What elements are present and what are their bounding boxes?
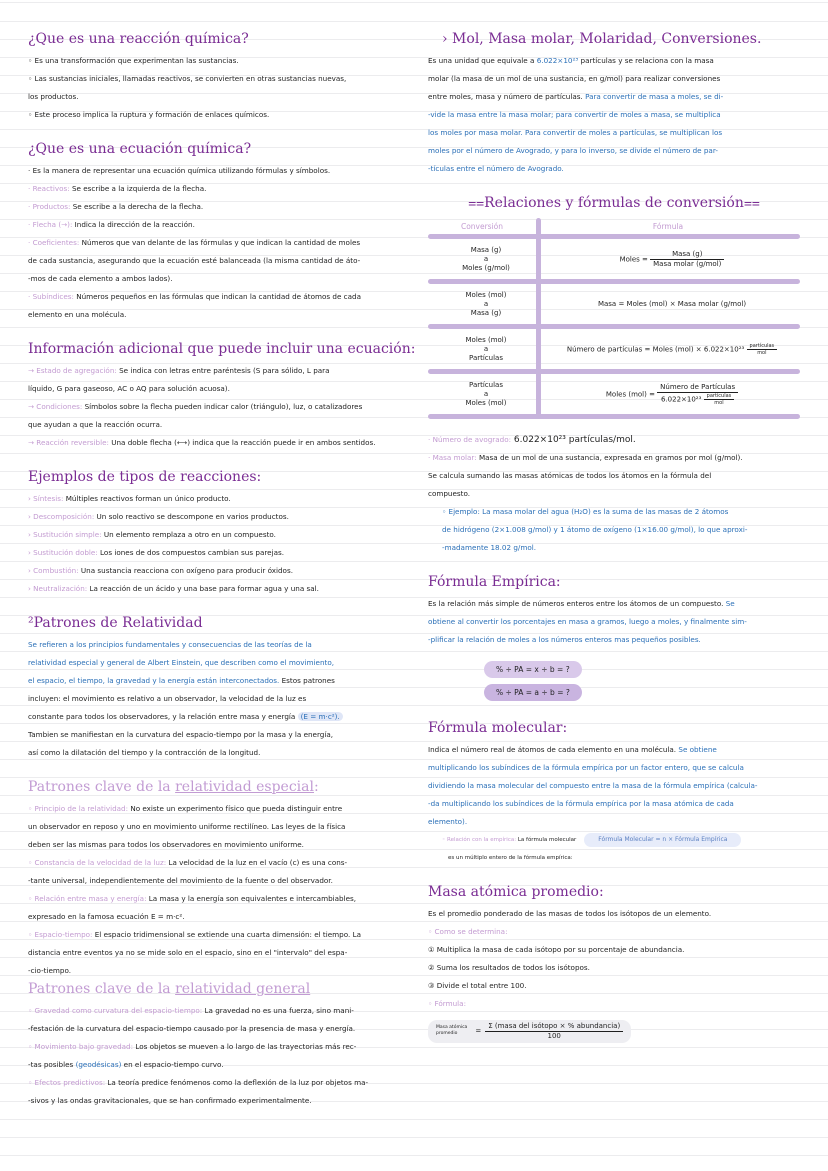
item-text: Se escribe a la izquierda de la flecha. bbox=[69, 184, 207, 193]
cell-line: Masa (g) bbox=[470, 308, 502, 317]
header-formula: Fórmula bbox=[652, 221, 684, 231]
fraction bbox=[704, 393, 735, 406]
denominator-value: 6.022×10²³ bbox=[661, 395, 704, 403]
cell-line: Partículas bbox=[469, 380, 503, 389]
item-text: La fórmula molecular bbox=[516, 837, 577, 843]
item-coeficientes bbox=[28, 234, 400, 252]
section-title-rel-general bbox=[28, 980, 400, 998]
table-row bbox=[428, 374, 800, 414]
section-title-ecuacion: ¿Que es una ecuación química? bbox=[28, 141, 252, 157]
text-line: ◦ Este proceso implica la ruptura y formación de enlaces químicos. bbox=[28, 110, 270, 119]
text: Es la relación más simple de números enteros entre los átomos de un compuesto. bbox=[428, 599, 724, 608]
term: › Sustitución doble: bbox=[28, 548, 98, 557]
text-line: multiplicando los subíndices de la fórmula empírica por un factor entero, que se calcula bbox=[428, 763, 744, 772]
table-row bbox=[428, 329, 800, 369]
row-conversion bbox=[428, 246, 536, 273]
item-flecha bbox=[28, 216, 400, 234]
list-item bbox=[28, 526, 400, 544]
item-text: Indica la dirección de la reacción. bbox=[72, 220, 195, 229]
numerator: partículas bbox=[747, 343, 778, 350]
section-title-info-adicional: Información adicional que puede incluir una ecuación: bbox=[28, 341, 416, 357]
left-column bbox=[28, 30, 416, 1110]
term: → Estado de agregación: bbox=[28, 366, 117, 375]
step: ① Multiplica la masa de cada isótopo por su porcentaje de abundancia. bbox=[428, 945, 685, 954]
text-line: -tículas entre el número de Avogrado. bbox=[428, 164, 564, 173]
label-line: Masa atómica bbox=[436, 1025, 468, 1030]
text-line: es un múltiplo entero de la fórmula empírica: bbox=[448, 855, 573, 861]
table-row bbox=[428, 239, 800, 279]
header-conversion: Conversión bbox=[460, 221, 504, 231]
text-line: -mos de cada elemento a ambos lados). bbox=[28, 274, 173, 283]
list-item bbox=[28, 562, 400, 580]
text-line: que ayudan a que la reacción ocurra. bbox=[28, 420, 163, 429]
term: → Reacción reversible: bbox=[28, 438, 109, 447]
cell-line: Moles (mol) bbox=[465, 335, 507, 344]
row-conversion bbox=[428, 291, 536, 318]
cell-line: Partículas bbox=[469, 353, 503, 362]
term: · Productos: bbox=[28, 202, 71, 211]
term: › Descomposición: bbox=[28, 512, 95, 521]
text-line bbox=[28, 1056, 400, 1074]
section-title-rel-especial bbox=[28, 778, 400, 796]
cell-line: Moles (mol) bbox=[465, 290, 507, 299]
denominator: 100 bbox=[547, 1031, 561, 1040]
denominator: mol bbox=[714, 399, 724, 406]
geodesicas: (geodésicas) bbox=[75, 1060, 122, 1069]
text-line bbox=[28, 708, 400, 726]
step: ③ Divide el total entre 100. bbox=[428, 981, 527, 990]
term: · Flecha (→): bbox=[28, 220, 73, 229]
section-title-masa-atomica: Masa atómica promedio: bbox=[428, 884, 604, 900]
item-text: Masa de un mol de una sustancia, expresada en gramos por mol (g/mol). bbox=[476, 453, 743, 462]
item-text: La gravedad no es una fuerza, sino mani- bbox=[202, 1006, 354, 1015]
text-line: moles por el número de Avogrado, y para lo inverso, se divide el número de par- bbox=[428, 146, 718, 155]
text: Estos patrones bbox=[279, 676, 335, 685]
text-line: ◦ Como se determina: bbox=[428, 927, 508, 936]
right-column bbox=[428, 30, 800, 1043]
text-line bbox=[428, 52, 800, 70]
item-text: No existe un experimento físico que pueda distinguir entre bbox=[128, 804, 343, 813]
text-line: · Es la manera de representar una ecuación química utilizando fórmulas y símbolos. bbox=[28, 166, 331, 175]
blue-text: Se bbox=[723, 599, 735, 608]
term: ◦ Principio de la relatividad: bbox=[28, 804, 129, 813]
text-line: de cada sustancia, asegurando que la ecuación esté balanceada (la misma cantidad de áto- bbox=[28, 256, 361, 265]
item-espacio-tiempo bbox=[28, 926, 400, 944]
text-line: -festación de la curvatura del espacio-tiempo causado por la presencia de masa y energía. bbox=[28, 1024, 356, 1033]
section-title-relaciones: ⩵Relaciones y fórmulas de conversión⩵ bbox=[468, 195, 760, 211]
section-title-reaccion: ¿Que es una reacción química? bbox=[28, 31, 249, 47]
item-estado bbox=[28, 362, 400, 380]
list-item bbox=[28, 490, 400, 508]
example-line: ◦ Ejemplo: La masa molar del agua (H₂O) es la suma de las masas de 2 átomos bbox=[442, 507, 729, 516]
section-title-molecular: Fórmula molecular: bbox=[428, 720, 568, 736]
section-title-relatividad: ²Patrones de Relatividad bbox=[28, 615, 203, 631]
table-row bbox=[428, 284, 800, 324]
row-formula bbox=[536, 250, 800, 269]
text-line: -tante universal, independientemente del movimiento de la fuente o del observador. bbox=[28, 876, 333, 885]
item-text: Un elemento remplaza a otro en un compuesto. bbox=[101, 530, 276, 539]
formula-badge: Fórmula Molecular = n × Fórmula Empírica bbox=[584, 833, 741, 847]
cell-line: a bbox=[483, 389, 489, 398]
row-formula bbox=[536, 343, 800, 356]
numerator: Σ (masa del isótopo × % abundancia) bbox=[485, 1022, 623, 1032]
item-constancia bbox=[28, 854, 400, 872]
text: Indica el número real de átomos de cada elemento en una molécula. bbox=[428, 745, 677, 754]
fraction bbox=[657, 383, 738, 406]
item-efectos bbox=[28, 1074, 400, 1092]
text-line: ◦ Es una transformación que experimentan las sustancias. bbox=[28, 56, 239, 65]
term: ◦ Relación con la empírica: bbox=[442, 837, 517, 843]
section-title-empirica: Fórmula Empírica: bbox=[428, 574, 561, 590]
item-text: La velocidad de la luz en el vacío (c) es una cons- bbox=[166, 858, 348, 867]
title-part: Patrones clave de la bbox=[28, 981, 176, 997]
numerator: Masa (g) bbox=[650, 250, 724, 260]
list-item bbox=[28, 544, 400, 562]
item-text: La teoría predice fenómenos como la deflexión de la luz por objetos ma- bbox=[105, 1078, 369, 1087]
item-text: Una sustancia reacciona con oxígeno para producir óxidos. bbox=[78, 566, 293, 575]
label-line: promedio bbox=[436, 1031, 458, 1036]
item-productos bbox=[28, 198, 400, 216]
list-item bbox=[28, 508, 400, 526]
text-line: elemento en una molécula. bbox=[28, 310, 127, 319]
formula-lhs: Moles (mol) = bbox=[605, 390, 658, 398]
title-part: : bbox=[313, 779, 319, 795]
text: entre moles, masa y número de partículas. bbox=[428, 92, 586, 101]
term: ◦ Efectos predictivos: bbox=[28, 1078, 106, 1087]
item-text: Una doble flecha (⟷) indica que la reacción puede ir en ambos sentidos. bbox=[108, 438, 376, 447]
item-text: 6.022×10²³ partículas/mol. bbox=[511, 435, 636, 445]
text-line bbox=[428, 595, 800, 613]
item-text: Se escribe a la derecha de la flecha. bbox=[70, 202, 204, 211]
text-line: incluyen: el movimiento es relativo a un observador, la velocidad de la luz es bbox=[28, 694, 307, 703]
row-formula: Masa = Moles (mol) × Masa molar (g/mol) bbox=[597, 300, 747, 308]
blue-text: el espacio, el tiempo, la gravedad y la energía están interconectados. bbox=[28, 676, 280, 685]
formula-pill: % ÷ PA = a ÷ b = ? bbox=[484, 684, 582, 701]
section-title-mol: › Mol, Masa molar, Molaridad, Conversiones. bbox=[442, 31, 762, 47]
item-text: Se indica con letras entre paréntesis (S para sólido, L para bbox=[116, 366, 330, 375]
text-line: -sivos y las ondas gravitacionales, que se han confirmado experimentalmente. bbox=[28, 1096, 312, 1105]
text-line bbox=[428, 88, 800, 106]
row-formula bbox=[536, 383, 800, 406]
item-relacion bbox=[428, 831, 800, 849]
item-reactivos bbox=[28, 180, 400, 198]
cell-line: a bbox=[483, 299, 489, 308]
denominator: mol bbox=[757, 349, 767, 356]
cell-line: a bbox=[483, 344, 489, 353]
text-line: ◦ Las sustancias iniciales, llamadas reactivos, se convierten en otras sustancias nuevas, bbox=[28, 74, 347, 83]
item-masa-molar bbox=[428, 449, 800, 467]
text-line: deben ser las mismas para todos los observadores en movimiento uniforme. bbox=[28, 840, 304, 849]
text-line: expresado en la famosa ecuación E = m·c². bbox=[28, 912, 185, 921]
cell-line: a bbox=[483, 254, 489, 263]
text-line: Se calcula sumando las masas atómicas de todos los átomos en la fórmula del bbox=[428, 471, 712, 480]
masa-atomica-formula bbox=[428, 1020, 631, 1043]
cell-line: Moles (mol) bbox=[465, 398, 507, 407]
text-line: los moles por masa molar. Para convertir de moles a partículas, se multiplican los bbox=[428, 128, 723, 137]
item-text: La masa y la energía son equivalentes e intercambiables, bbox=[146, 894, 357, 903]
table-divider bbox=[536, 218, 541, 419]
text-line: un observador en reposo y uno en movimiento uniforme rectilíneo. Las leyes de la física bbox=[28, 822, 346, 831]
text-line: obtiene al convertir los porcentajes en masa a gramos, luego a moles, y finalmente sim- bbox=[428, 617, 747, 626]
item-text: Símbolos sobre la flecha pueden indicar calor (triángulo), luz, o catalizadores bbox=[82, 402, 363, 411]
text-line: líquido, G para gaseoso, AC o AQ para solución acuosa). bbox=[28, 384, 230, 393]
term: ◦ Gravedad como curvatura del espacio-tiempo: bbox=[28, 1006, 203, 1015]
text: Es una unidad que equivale a bbox=[428, 56, 537, 65]
item-text: El espacio tridimensional se extiende una cuarta dimensión: el tiempo. La bbox=[92, 930, 361, 939]
fraction bbox=[650, 250, 724, 269]
item-text: La reacción de un ácido y una base para formar agua y una sal. bbox=[87, 584, 319, 593]
example-line: -madamente 18.02 g/mol. bbox=[442, 543, 536, 552]
item-reversible bbox=[28, 434, 400, 452]
item-condiciones bbox=[28, 398, 400, 416]
text-line: elemento). bbox=[428, 817, 468, 826]
row-conversion bbox=[428, 336, 536, 363]
fraction bbox=[485, 1022, 623, 1041]
term: → Condiciones: bbox=[28, 402, 83, 411]
text-line: compuesto. bbox=[428, 489, 471, 498]
term: › Sustitución simple: bbox=[28, 530, 102, 539]
emc-highlight: (E = m·c²). bbox=[298, 712, 343, 721]
term: · Reactivos: bbox=[28, 184, 70, 193]
text-line: distancia entre eventos ya no se mide solo en el espacio, sino en el "intervalo" del espa- bbox=[28, 948, 348, 957]
text-line: molar (la masa de un mol de una sustancia, en g/mol) para realizar conversiones bbox=[428, 74, 721, 83]
formula-lhs: Moles = bbox=[619, 255, 651, 263]
text: partículas y se relaciona con la masa bbox=[578, 56, 714, 65]
item-text: Los objetos se mueven a lo largo de las trayectorias más rec- bbox=[133, 1042, 357, 1051]
text-line: Se refieren a los principios fundamentales y consecuencias de las teorías de la bbox=[28, 640, 312, 649]
text-line: Tambien se manifiestan en la curvatura del espacio-tiempo por la masa y la energía, bbox=[28, 730, 334, 739]
table-header bbox=[428, 218, 800, 234]
title-part: relatividad general bbox=[175, 981, 311, 997]
text-line: ◦ Fórmula: bbox=[428, 999, 467, 1008]
text: en el espacio-tiempo curvo. bbox=[121, 1060, 224, 1069]
denominator bbox=[657, 393, 738, 406]
conversion-table bbox=[428, 218, 800, 419]
cell-line: Moles (g/mol) bbox=[462, 263, 510, 272]
item-text: Un solo reactivo se descompone en varios productos. bbox=[94, 512, 289, 521]
item-text: Múltiples reactivos forman un único producto. bbox=[63, 494, 231, 503]
text-line: así como la dilatación del tiempo y la contracción de la longitud. bbox=[28, 748, 261, 757]
text-line: -plificar la relación de moles a los números enteros mas pequeños posibles. bbox=[428, 635, 701, 644]
fraction bbox=[747, 343, 778, 356]
term: · Número de avogrado: bbox=[428, 435, 512, 444]
text-line bbox=[28, 672, 400, 690]
text-line bbox=[428, 741, 800, 759]
blue-text: Para convertir de masa a moles, se di- bbox=[585, 92, 724, 101]
term: · Subíndices: bbox=[28, 292, 74, 301]
item-gravedad bbox=[28, 1002, 400, 1020]
text-line: relatividad especial y general de Albert Einstein, que describen como el movimiento, bbox=[28, 658, 334, 667]
term: › Neutralización: bbox=[28, 584, 88, 593]
avogadro-number: 6.022×10²³ bbox=[536, 56, 579, 65]
term: ◦ Movimiento bajo gravedad: bbox=[28, 1042, 134, 1051]
example-line: de hidrógeno (2×1.008 g/mol) y 1 átomo de oxígeno (1×16.00 g/mol), lo que aproxi- bbox=[442, 525, 748, 534]
numerator: Número de Partículas bbox=[657, 383, 738, 393]
title-part: Patrones clave de la bbox=[28, 779, 176, 795]
formula-pill: % ÷ PA = x ÷ b = ? bbox=[484, 661, 582, 678]
text: constante para todos los observadores, y la relación entre masa y energía bbox=[28, 712, 298, 721]
title-part: relatividad especial bbox=[175, 779, 314, 795]
term: ◦ Constancia de la velocidad de la luz: bbox=[28, 858, 167, 867]
term: ◦ Relación entre masa y energía: bbox=[28, 894, 147, 903]
item-movimiento bbox=[28, 1038, 400, 1056]
item-text: Los iones de dos compuestos cambian sus parejas. bbox=[97, 548, 285, 557]
text-line: Es el promedio ponderado de las masas de todos los isótopos de un elemento. bbox=[428, 909, 712, 918]
term: ◦ Espacio-tiempo: bbox=[28, 930, 93, 939]
text-line: -da multiplicando los subíndices de la fórmula empírica por la masa atómica de cada bbox=[428, 799, 734, 808]
item-avogadro bbox=[428, 431, 800, 449]
item-subindices bbox=[28, 288, 400, 306]
formula-lhs: Número de partículas = Moles (mol) × 6.022×10²³ bbox=[566, 345, 747, 353]
text-line: -cio-tiempo. bbox=[28, 966, 72, 975]
item-principio bbox=[28, 800, 400, 818]
term: · Coeficientes: bbox=[28, 238, 80, 247]
equals: = bbox=[475, 1027, 482, 1035]
numerator: partículas bbox=[704, 393, 735, 400]
item-masa-energia bbox=[28, 890, 400, 908]
text-line: -vide la masa entre la masa molar; para convertir de moles a masa, se multiplica bbox=[428, 110, 721, 119]
item-text: Números que van delante de las fórmulas y que indican la cantidad de moles bbox=[79, 238, 361, 247]
blue-text: Se obtiene bbox=[676, 745, 717, 754]
list-item bbox=[28, 580, 400, 598]
item-text: Números pequeños en las fórmulas que indican la cantidad de átomos de cada bbox=[73, 292, 361, 301]
row-conversion bbox=[428, 381, 536, 408]
formula-label bbox=[436, 1025, 467, 1037]
cell-line: Masa (g) bbox=[470, 245, 502, 254]
term: › Combustión: bbox=[28, 566, 79, 575]
step: ② Suma los resultados de todos los isótopos. bbox=[428, 963, 590, 972]
text: -tas posibles bbox=[28, 1060, 76, 1069]
denominator: Masa molar (g/mol) bbox=[653, 259, 722, 268]
table-rule bbox=[428, 414, 800, 419]
term: › Síntesis: bbox=[28, 494, 64, 503]
term: · Masa molar: bbox=[428, 453, 477, 462]
section-title-tipos: Ejemplos de tipos de reacciones: bbox=[28, 469, 262, 485]
text-line: dividiendo la masa molecular del compuesto entre la masa de la fórmula empírica (calcula- bbox=[428, 781, 758, 790]
text-line: los productos. bbox=[28, 92, 79, 101]
